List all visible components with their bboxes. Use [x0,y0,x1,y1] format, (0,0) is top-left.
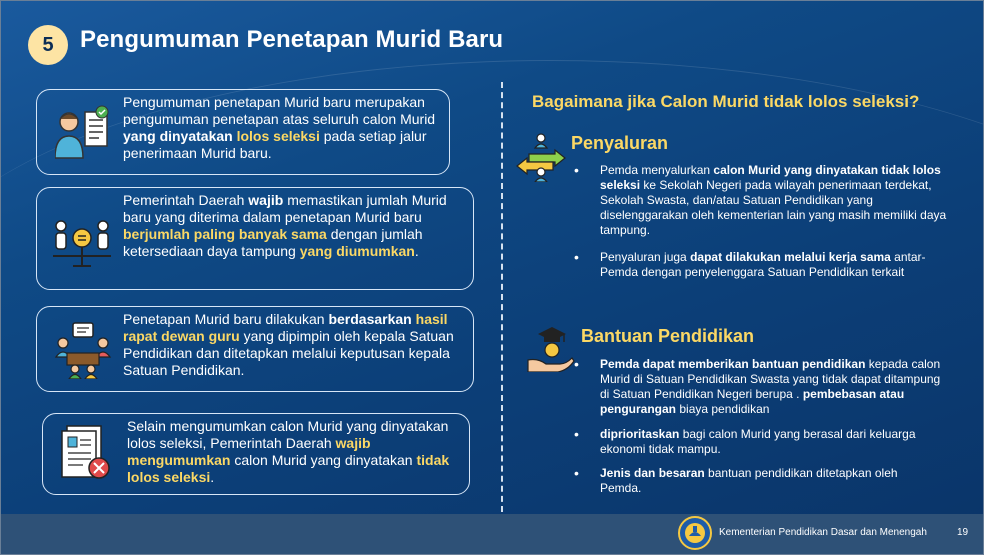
page-number: 19 [957,527,969,538]
meeting-icon [53,321,113,379]
slide-title: Pengumuman Penetapan Murid Baru [80,26,504,53]
highlight-text: wajib mengumumkan [127,435,371,468]
text-run: Penetapan Murid baru dilakukan [123,311,329,327]
bold-text: Jenis dan besaran [600,466,705,480]
person-document-icon [55,104,113,160]
bold-text: dapat dilakukan melalui kerja sama [690,250,891,264]
text-run: kepada calon Murid di Satuan Pendidikan Swasta yang tidak dapat ditampung di Satuan Pendidikan Negeri berupa . [600,357,941,401]
balance-people-icon [51,218,113,270]
text-run: . [414,243,419,259]
text-run: bantuan pendidikan ditetapkan oleh Pemda. [600,466,898,495]
highlight-text: yang diumumkan [299,243,415,259]
bold-text: yang dinyatakan [123,128,233,144]
highlight-text: berjumlah paling banyak sama [123,226,327,242]
text-run: yang dipimpin oleh kepala Satuan Pendidikan dan ditetapkan melalui keputusan kepala Satuan Pendidikan. [123,328,454,378]
highlight-text: lolos seleksi [236,128,320,144]
bullet-item [600,163,962,238]
bold-text: pembebasan atau pengurangan [600,387,905,416]
text-run: ke Sekolah Negeri pada wilayah penerimaan terdekat, Sekolah Swasta, dan/atau Satuan Pendidikan yang diselenggarakan oleh kementerian lain yang masih memiliki daya tampung. [600,178,947,237]
info-card-not-passed [42,413,470,495]
rejected-document-icon [59,422,113,484]
highlight-text: tidak lolos seleksi [127,452,450,485]
info-card-capacity [36,187,474,290]
distribution-arrows-icon [515,132,567,182]
text-run: pada setiap jalur penerimaan Murid baru. [123,128,427,161]
bold-text: berdasarkan [328,311,412,327]
card-text [127,418,457,486]
bold-text: diprioritaskan [600,427,680,441]
text-run: Pemda menyalurkan [600,163,714,177]
text-run: Penyaluran juga [600,250,691,264]
bold-text: calon Murid yang dinyatakan tidak lolos seleksi [600,163,941,192]
section-title-bantuan: Bantuan Pendidikan [581,326,755,346]
ministry-logo-icon [678,516,712,550]
ministry-name: Kementerian Pendidikan Dasar dan Menengah [719,527,927,538]
text-run: biaya pendidikan [676,402,770,416]
bullet-item [600,357,942,417]
bullet-item [600,427,942,457]
bullet-item [600,250,940,280]
text-run: memastikan jumlah Murid baru yang diterima dalam penetapan Murid baru [123,192,447,225]
text-run: bagi calon Murid yang berasal dari keluarga ekonomi tidak mampu. [600,427,916,456]
text-run: antar-Pemda dengan penyelenggara Satuan Pendidikan terkait [600,250,926,279]
card-text [123,311,465,379]
card-text [123,94,445,162]
dashed-divider [501,82,503,512]
slide-number-badge: 5 [28,25,68,65]
info-card-teacher-meeting [36,306,474,392]
card-text [123,192,465,260]
text-run: Pengumuman penetapan Murid baru merupakan pengumuman penetapan atas seluruh calon Murid [123,94,436,127]
section-title-penyaluran: Penyaluran [571,133,669,153]
text-run: dengan jumlah ketersediaan daya tampung [123,226,423,259]
bold-text: wajib [248,192,284,208]
info-card-announcement [36,89,450,175]
graduation-cap-hand-icon [526,326,576,372]
text-run: Selain mengumumkan calon Murid yang dinyatakan lolos seleksi, Pemerintah Daerah [127,418,449,451]
text-run: . [210,469,215,485]
text-run: Pemerintah Daerah [123,192,249,208]
bold-text: Pemda dapat memberikan bantuan pendidikan [600,357,866,371]
text-run: calon Murid yang dinyatakan [230,452,417,468]
highlight-text: hasil rapat dewan guru [123,311,448,344]
question-heading: Bagaimana jika Calon Murid tidak lolos seleksi? [532,92,920,111]
bullet-item [600,466,942,496]
